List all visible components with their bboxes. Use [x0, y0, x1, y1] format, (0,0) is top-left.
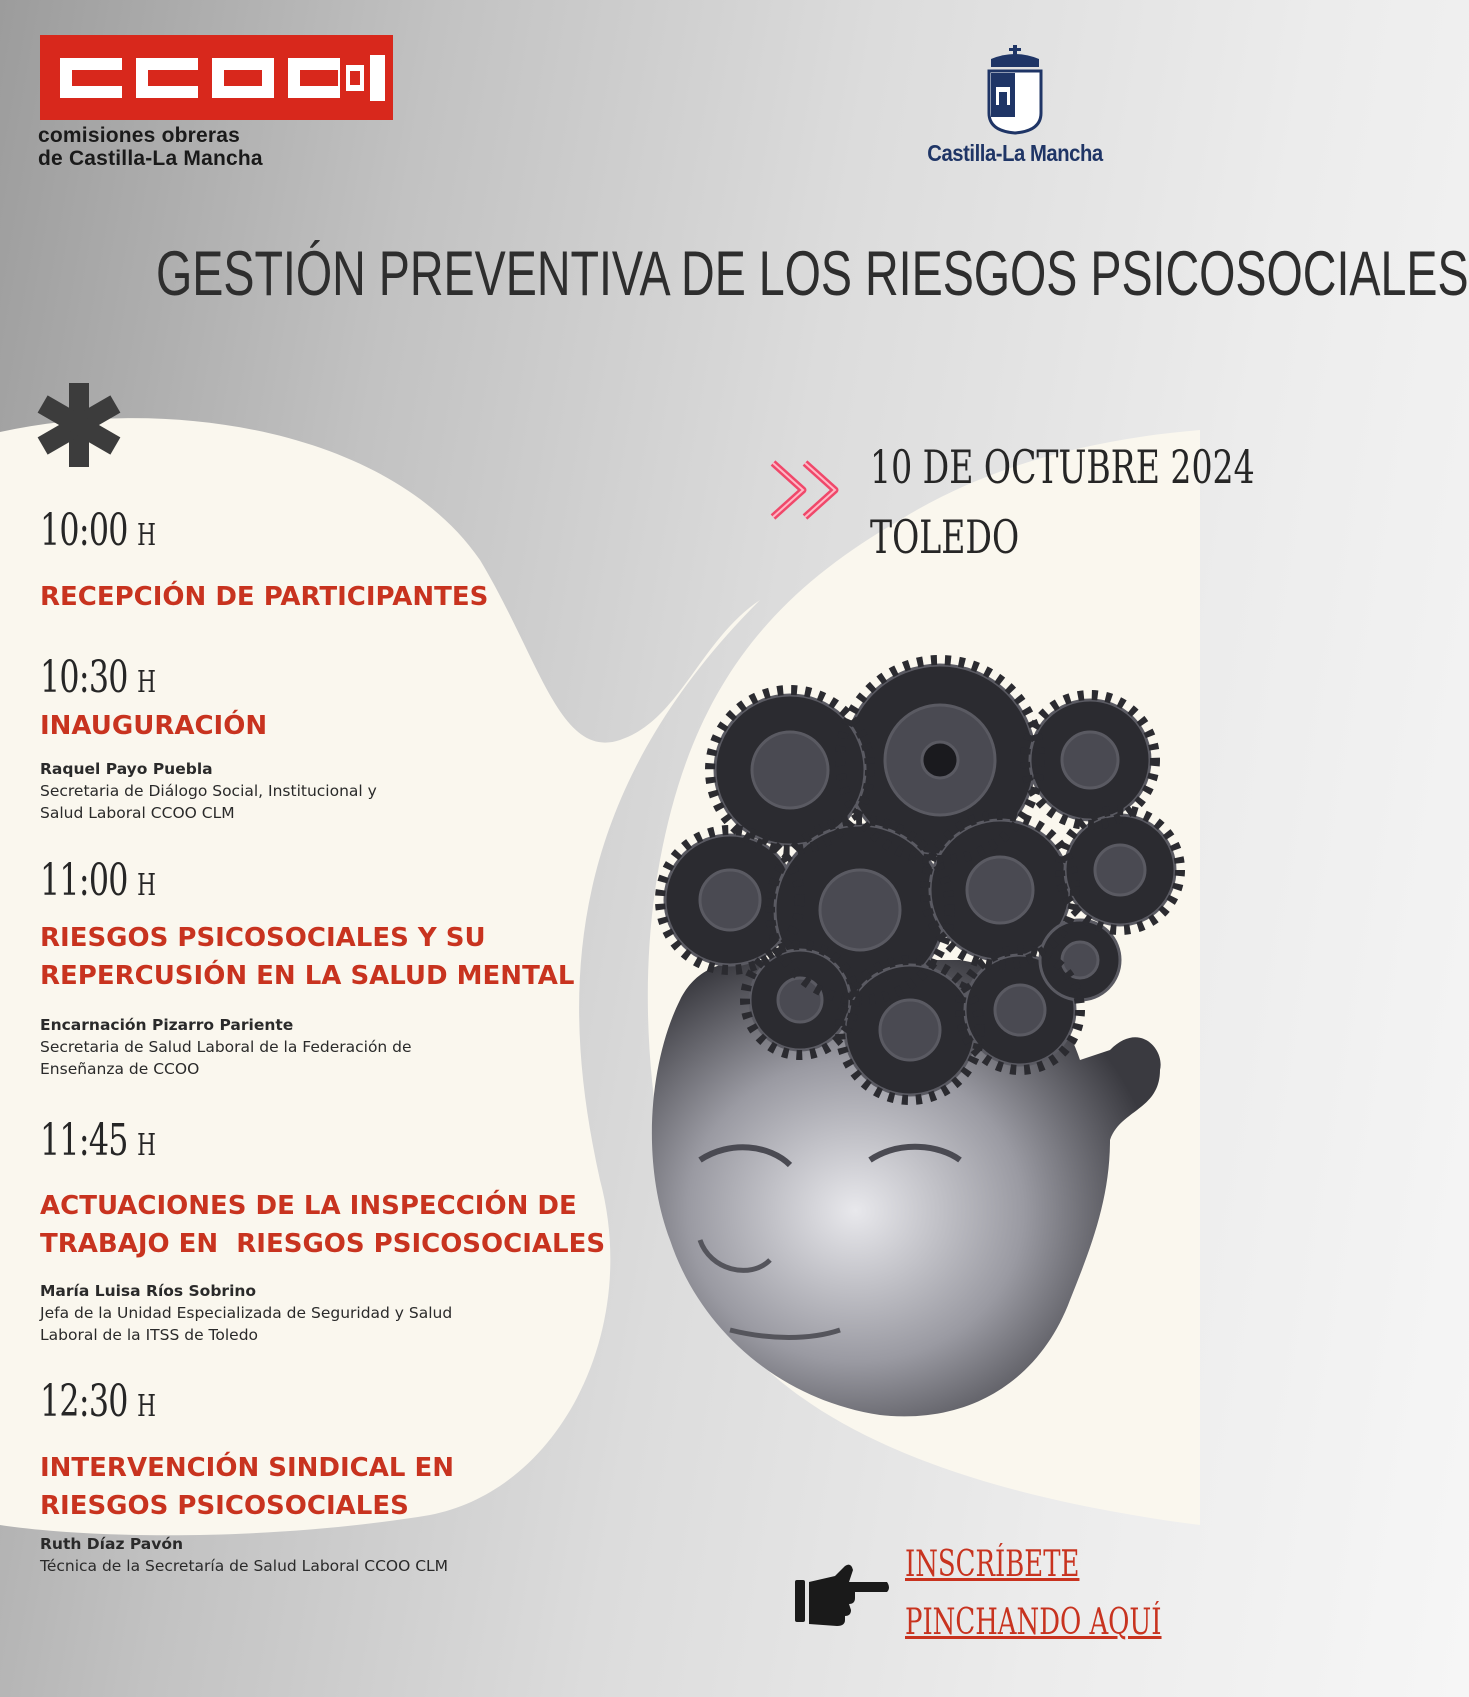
- session-line: TRABAJO EN RIESGOS PSICOSOCIALES: [40, 1229, 606, 1259]
- time-5: 12:30 H: [40, 1376, 156, 1427]
- time-3: 11:00 H: [40, 855, 156, 906]
- session-line: INTERVENCIÓN SINDICAL EN: [40, 1453, 455, 1483]
- speaker-name: Encarnación Pizarro Pariente: [40, 1016, 294, 1034]
- session-1-title: [40, 578, 488, 616]
- event-city: TOLEDO: [870, 510, 1020, 564]
- speaker-2: [40, 758, 377, 824]
- clm-crest-icon: [985, 45, 1045, 135]
- session-line: RIESGOS PSICOSOCIALES Y SU: [40, 923, 486, 953]
- session-5-title: [40, 1449, 454, 1525]
- session-line: RECEPCIÓN DE PARTICIPANTES: [40, 582, 489, 612]
- time-1: 10:00 H: [40, 505, 156, 556]
- ccoo-subtitle: [38, 124, 263, 170]
- session-3-title: [40, 919, 574, 995]
- asterisk-icon: [36, 382, 122, 468]
- session-line: REPERCUSIÓN EN LA SALUD MENTAL: [40, 961, 575, 991]
- ccoo-line2: de Castilla-La Mancha: [38, 147, 263, 170]
- time-2: 10:30 H: [40, 652, 156, 703]
- speaker-3: [40, 1014, 412, 1080]
- speaker-name: María Luisa Ríos Sobrino: [40, 1282, 257, 1300]
- ccoo-logo-mark: [40, 35, 393, 120]
- speaker-role: Secretaria de Salud Laboral de la Federación de: [40, 1038, 412, 1056]
- page-title: GESTIÓN PREVENTIVA DE LOS RIESGOS PSICOSOCIALES: [156, 239, 1469, 309]
- speaker-role: Laboral de la ITSS de Toledo: [40, 1326, 259, 1344]
- speaker-role: Jefa de la Unidad Especializada de Seguridad y Salud: [40, 1304, 453, 1322]
- speaker-role: Enseñanza de CCOO: [40, 1060, 200, 1078]
- session-line: ACTUACIONES DE LA INSPECCIÓN DE: [40, 1191, 577, 1221]
- speaker-role: Secretaria de Diálogo Social, Institucional y: [40, 782, 377, 800]
- register-link-line2[interactable]: PINCHANDO AQUÍ: [905, 1602, 1162, 1643]
- speaker-5: [40, 1533, 448, 1577]
- speaker-name: Raquel Payo Puebla: [40, 760, 213, 778]
- session-2-title: [40, 707, 267, 745]
- session-line: RIESGOS PSICOSOCIALES: [40, 1491, 409, 1521]
- speaker-role: Salud Laboral CCOO CLM: [40, 804, 235, 822]
- ccoo-line1: comisiones obreras: [38, 124, 241, 147]
- speaker-4: [40, 1280, 452, 1346]
- session-line: INAUGURACIÓN: [40, 711, 268, 741]
- time-4: 11:45 H: [40, 1115, 156, 1166]
- ccoo-logo: [40, 35, 393, 120]
- speaker-name: Ruth Díaz Pavón: [40, 1535, 184, 1553]
- register-link[interactable]: INSCRÍBETE: [905, 1544, 1080, 1585]
- pointing-hand-icon: [795, 1558, 890, 1633]
- double-chevron-icon: [765, 455, 855, 525]
- gear-head-illustration: [640, 640, 1200, 1420]
- speaker-role: Técnica de la Secretaría de Salud Laboral CCOO CLM: [40, 1557, 449, 1575]
- clm-logo-text: Castilla-La Mancha: [927, 140, 1103, 166]
- event-date: 10 DE OCTUBRE 2024: [870, 440, 1255, 494]
- session-4-title: [40, 1187, 605, 1263]
